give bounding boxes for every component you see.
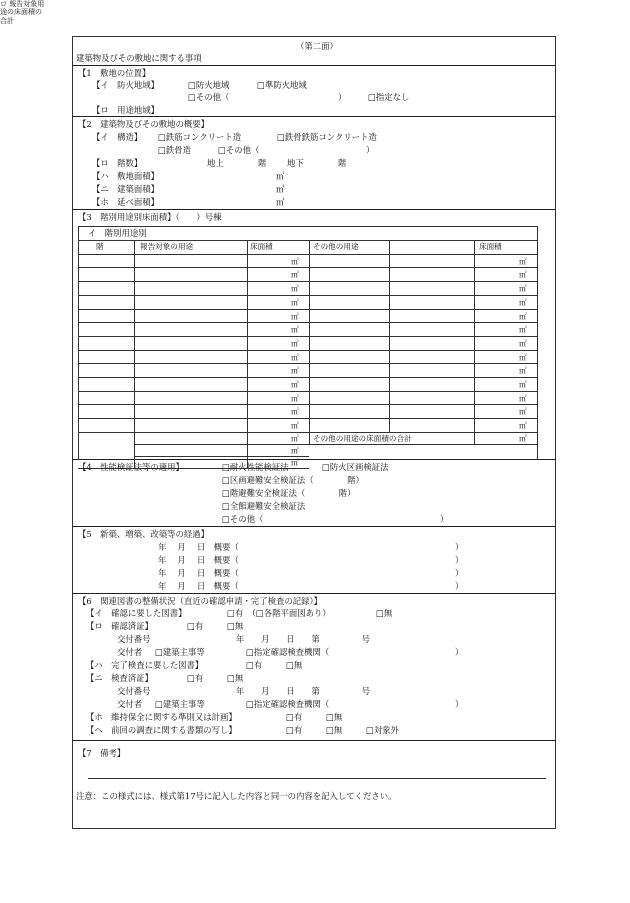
paren-close: ） xyxy=(455,581,464,591)
remarks-line xyxy=(88,778,546,779)
table-rule xyxy=(78,350,537,351)
official-checkbox[interactable]: □建築主事等 xyxy=(155,699,205,709)
table-rule xyxy=(537,226,538,459)
structure-label: 【イ 構造】 xyxy=(92,132,143,142)
structure-other-checkbox[interactable]: □その他（ xyxy=(218,145,260,155)
section-6-header: 【6 関連図書の整備状況（直近の確認申請・完了検査の記録）】 xyxy=(78,596,323,606)
col-header-floor-area: 床面積 xyxy=(250,242,273,251)
sqm-unit: ㎡ xyxy=(519,311,527,321)
sqm-unit: ㎡ xyxy=(519,380,527,389)
table-rule xyxy=(78,281,537,282)
sqm-unit: ㎡ xyxy=(519,256,527,266)
inspection-cert-no[interactable]: □無 xyxy=(227,673,244,683)
whole-evac-checkbox[interactable]: □全館避難安全検証法 xyxy=(222,501,306,511)
table-rule xyxy=(474,432,475,444)
section-5-header: 【5 新築、増築、改築等の経過】 xyxy=(78,529,209,539)
table-rule xyxy=(309,432,310,444)
divider xyxy=(72,459,556,460)
sqm-unit: ㎡ xyxy=(291,284,299,294)
above-ground-label: 地上 xyxy=(207,158,224,168)
paren-close: ） xyxy=(455,568,464,578)
previous-survey-yes[interactable]: □有 xyxy=(286,725,303,735)
table-rule xyxy=(78,418,537,419)
section-2-header: 【2 建築物及びその敷地の概要】 xyxy=(78,119,209,129)
paren-close: ） xyxy=(440,514,449,524)
report-use-total-label: ロ 報告対象用途の床面積の合計 xyxy=(0,0,45,25)
table-rule xyxy=(247,240,248,432)
sqm-unit: ㎡ xyxy=(519,270,527,280)
confirm-cert-no[interactable]: □無 xyxy=(227,621,244,631)
issue-date-number: 年 月 日 第 号 xyxy=(236,634,370,644)
history-row: 年 月 日 概要（ xyxy=(158,555,239,565)
table-rule xyxy=(309,240,310,432)
sqm-unit: ㎡ xyxy=(291,380,299,389)
table-rule xyxy=(78,267,537,268)
sqm-unit: ㎡ xyxy=(291,338,299,348)
building-area-label: 【ニ 建築面積】 xyxy=(92,184,159,194)
sqm-unit: ㎡ xyxy=(519,407,527,417)
total-floor-area-label: 【ホ 延べ面積】 xyxy=(92,197,159,207)
divider xyxy=(72,116,556,117)
table-rule xyxy=(134,240,135,432)
divider xyxy=(72,65,556,66)
table-rule xyxy=(78,254,537,255)
completion-docs-label: 【ハ 完了検査に要した図書】 xyxy=(86,660,204,670)
fire-compartment-checkbox[interactable]: □防火区画検証法 xyxy=(322,462,389,472)
table-rule xyxy=(78,295,537,296)
table-rule xyxy=(474,240,475,432)
form-note: 注意：この様式には、様式第17号に記入した内容と同一の内容を記入してください。 xyxy=(76,791,397,801)
fire-none-checkbox[interactable]: □指定なし xyxy=(368,92,410,102)
issuer-label: 交付者 xyxy=(117,647,143,657)
below-ground-label: 地下 xyxy=(287,158,304,168)
sqm-unit: ㎡ xyxy=(519,393,527,403)
sqm-unit: ㎡ xyxy=(291,407,299,417)
semi-fire-zone-checkbox[interactable]: □準防火地域 xyxy=(257,80,307,90)
sqm-unit: ㎡ xyxy=(291,445,299,455)
completion-docs-no[interactable]: □無 xyxy=(286,660,303,670)
issue-number-label: 交付番号 xyxy=(117,634,151,644)
other-use-total-label: その他の用途の床面積の合計 xyxy=(313,433,412,443)
table-rule xyxy=(78,363,537,364)
sqm-unit: ㎡ xyxy=(276,197,285,207)
sqm-unit: ㎡ xyxy=(519,338,527,348)
table-border xyxy=(78,226,537,227)
confirm-cert-yes[interactable]: □有 xyxy=(187,621,204,631)
sqm-unit: ㎡ xyxy=(291,270,299,280)
sqm-unit: ㎡ xyxy=(519,433,527,443)
table-rule xyxy=(78,336,537,337)
issue-number-label: 交付番号 xyxy=(117,686,151,696)
inspection-cert-yes[interactable]: □有 xyxy=(187,673,204,683)
sqm-unit: ㎡ xyxy=(291,352,299,362)
issuer-label: 交付者 xyxy=(117,699,143,709)
sqm-unit: ㎡ xyxy=(291,457,299,467)
fire-zone-label: 【イ 防火地域】 xyxy=(92,80,159,90)
divider xyxy=(72,209,556,210)
table-rule xyxy=(78,391,537,392)
previous-survey-label: 【ヘ 前回の調査に関する書類の写し】 xyxy=(86,725,237,735)
verify-other-checkbox[interactable]: □その他（ xyxy=(222,514,264,524)
paren-close: ） xyxy=(338,92,347,102)
paren-close: ） xyxy=(455,555,464,565)
paren-close: ） xyxy=(455,699,464,709)
confirm-docs-label: 【イ 確認に要した図書】 xyxy=(86,608,187,618)
table-rule xyxy=(78,322,537,323)
official-checkbox[interactable]: □建築主事等 xyxy=(155,647,205,657)
inspection-cert-label: 【ニ 検査済証】 xyxy=(86,673,153,683)
table-rule xyxy=(309,444,537,445)
sqm-unit: ㎡ xyxy=(519,284,527,294)
sqm-unit: ㎡ xyxy=(291,311,299,321)
table-rule xyxy=(78,377,537,378)
history-row: 年 月 日 概要（ xyxy=(158,568,239,578)
fire-other-checkbox[interactable]: □その他（ xyxy=(188,92,230,102)
floor-unit: 階 xyxy=(258,158,267,168)
table-rule xyxy=(134,456,309,457)
use-zone-label: 【ロ 用途地域】 xyxy=(92,105,159,115)
paren-close: ） xyxy=(455,542,464,552)
sqm-unit: ㎡ xyxy=(519,421,527,431)
table-rule xyxy=(78,226,79,459)
sqm-unit: ㎡ xyxy=(291,256,299,266)
confirm-cert-label: 【ロ 確認済証】 xyxy=(86,621,153,631)
page-title: （第二面） xyxy=(296,41,338,51)
fire-resist-checkbox[interactable]: □耐火性能検証法 xyxy=(222,462,289,472)
table-rule xyxy=(134,444,309,445)
paren-close: ） xyxy=(455,647,464,657)
rc-checkbox[interactable]: □鉄筋コンクリート造 xyxy=(158,132,242,142)
col-header-other-use: その他の用途 xyxy=(313,242,359,251)
sqm-unit: ㎡ xyxy=(291,366,299,376)
area-evac-checkbox[interactable]: □区画避難安全検証法（ 階） xyxy=(222,475,364,485)
agency-checkbox[interactable]: □指定確認検査機関（ xyxy=(246,699,330,709)
sqm-unit: ㎡ xyxy=(519,366,527,376)
src-checkbox[interactable]: □鉄骨鉄筋コンクリート造 xyxy=(277,132,377,142)
section-1-header: 【1 敷地の位置】 xyxy=(78,68,151,78)
confirm-docs-yes[interactable]: □有 （□各階平面図あり） xyxy=(227,608,331,618)
maintenance-plan-yes[interactable]: □有 xyxy=(286,712,303,722)
col-header-floor: 階 xyxy=(96,242,104,251)
history-row: 年 月 日 概要（ xyxy=(158,581,239,591)
form-heading: 建築物及びその敷地に関する事項 xyxy=(76,53,202,63)
maintenance-plan-label: 【ホ 維持保全に関する準則又は計画】 xyxy=(86,712,237,722)
floor-evac-checkbox[interactable]: □階避難安全検証法（ 階） xyxy=(222,488,356,498)
table-rule xyxy=(78,309,537,310)
sqm-unit: ㎡ xyxy=(519,297,527,307)
table-rule xyxy=(389,240,390,432)
maintenance-plan-no[interactable]: □無 xyxy=(326,712,343,722)
divider xyxy=(72,593,556,594)
section-4-header: 【4 性能検証法等の適用】 xyxy=(78,462,184,472)
site-area-label: 【ハ 敷地面積】 xyxy=(92,171,159,181)
sqm-unit: ㎡ xyxy=(291,433,299,443)
floors-label: 【ロ 階数】 xyxy=(92,158,143,168)
completion-docs-yes[interactable]: □有 xyxy=(246,660,263,670)
sqm-unit: ㎡ xyxy=(291,325,299,335)
fire-zone-checkbox[interactable]: □防火地域 xyxy=(188,80,230,90)
paren-close: ） xyxy=(366,145,375,155)
previous-survey-no[interactable]: □無 xyxy=(326,725,343,735)
divider xyxy=(72,740,556,741)
col-header-floor-area: 床面積 xyxy=(479,242,502,251)
sqm-unit: ㎡ xyxy=(276,184,285,194)
issue-date-number: 年 月 日 第 号 xyxy=(236,686,370,696)
sqm-unit: ㎡ xyxy=(291,297,299,307)
steel-checkbox[interactable]: □鉄骨造 xyxy=(158,145,192,155)
history-row: 年 月 日 概要（ xyxy=(158,542,239,552)
table-subtitle: イ 階別用途別 xyxy=(88,228,147,238)
divider xyxy=(72,526,556,527)
sqm-unit: ㎡ xyxy=(519,352,527,362)
table-rule xyxy=(78,432,537,433)
sqm-unit: ㎡ xyxy=(291,421,299,431)
section-3-header: 【3 階別用途別床面積】（ ）号棟 xyxy=(78,212,222,222)
table-rule xyxy=(78,404,537,405)
previous-survey-na[interactable]: □対象外 xyxy=(366,725,400,735)
sqm-unit: ㎡ xyxy=(519,325,527,335)
floor-unit: 階 xyxy=(338,158,347,168)
col-header-report-use: 報告対象の用途 xyxy=(140,242,194,251)
agency-checkbox[interactable]: □指定確認検査機関（ xyxy=(246,647,330,657)
section-7-header: 【7 備考】 xyxy=(78,748,126,758)
confirm-docs-no[interactable]: □無 xyxy=(376,608,393,618)
sqm-unit: ㎡ xyxy=(276,171,285,181)
sqm-unit: ㎡ xyxy=(291,393,299,403)
